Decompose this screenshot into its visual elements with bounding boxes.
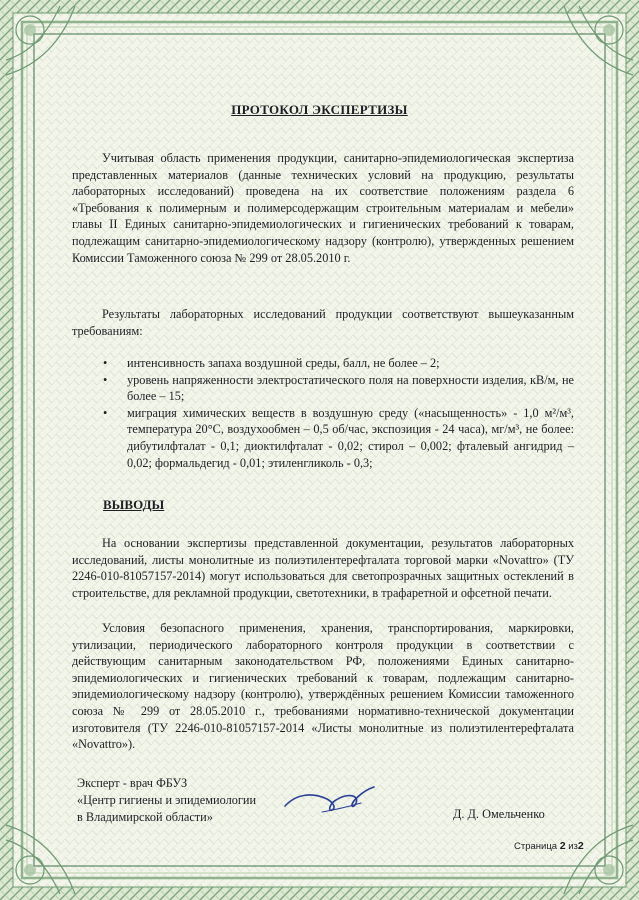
bullet-icon: • [103, 405, 108, 420]
signer-line: Эксперт - врач ФБУЗ [77, 776, 188, 790]
bullet-icon: • [103, 356, 108, 370]
list-item: • уровень напряженности электростатического поля на поверхности изделия, кВ/м, не более – 15; [103, 372, 574, 404]
conclusions-heading: ВЫВОДЫ [103, 497, 165, 512]
conclusion-paragraph-1: На основании экспертизы представленной документации, результатов лабораторных исследований, листы монолитные из полиэтилентерефталата торговой марки «Novattro» (ТУ 2246-010-81057157-2014) могут использоваться для светопрозрачных защитных остеклений в строительстве, для рекламной продукции, светотехники, в трафаретной и офсетной печати. [72, 536, 574, 600]
conclusion-paragraph-2: Условия безопасного применения, хранения, транспортирования, маркировки, утилизации, периодического лабораторного контроля продукции в соответствии с действующим санитарным законодательством РФ, положениями Единых санитарно-эпидемиологических и гигиенических требований к товарам, подлежащим санитарно-эпидемиологическому надзору (контролю), утверждённых решением Комиссии таможенного союза № 299 от 28.05.2010 г., требованиями нормативно-технической документации изготовителя (ТУ 2246-010-81057157-2014 «Листы монолитные из полиэтилентерефталата «Novattro»). [72, 621, 574, 752]
handwritten-signature [282, 782, 382, 818]
signer-name: Д. Д. Омельченко [453, 807, 545, 821]
signer-line: «Центр гигиены и эпидемиологии [77, 792, 257, 807]
results-lead-paragraph: Результаты лабораторных исследований продукции соответствуют вышеуказанным требованиям: [72, 307, 574, 338]
list-item: • миграция химических веществ в воздушную среду («насыщенность» - 1,0 м²/м³, температура 20°С, воздухообмен – 0,5 об/час, экспозиция - 24 часа), мг/м³, не более: дибутилфталат - 0,1; диоктилфталат - 0,02; стирол – 0,002; фталевый ангидрид – 0,02; формальдегид - 0,01; этиленгликоль - 0,3; [103, 405, 574, 470]
intro-paragraph: Учитывая область применения продукции, санитарно-эпидемиологическая экспертиза представленных материалов (данные технических условий на продукцию, результаты лабораторных исследований) проведена на их соответствие положениям раздела 6 «Требования к полимерным и полимерсодержащим строительным материалам и мебели» главы II Единых санитарно-эпидемиологических и гигиенических требований к товарам, подлежащим санитарно-эпидемиологическому надзору (контролю), утвержденных решением Комиссии Таможенного союза № 299 от 28.05.2010 г. [72, 151, 574, 265]
bullet-icon: • [103, 372, 108, 387]
document-title: ПРОТОКОЛ ЭКСПЕРТИЗЫ [231, 102, 408, 117]
requirements-list [72, 355, 574, 471]
signer-line: в Владимирской области» [77, 809, 213, 824]
page-indicator: Страница 2 из2 [514, 840, 584, 852]
signer-block [77, 775, 297, 825]
list-item: • интенсивность запаха воздушной среды, балл, не более – 2; [103, 356, 440, 370]
